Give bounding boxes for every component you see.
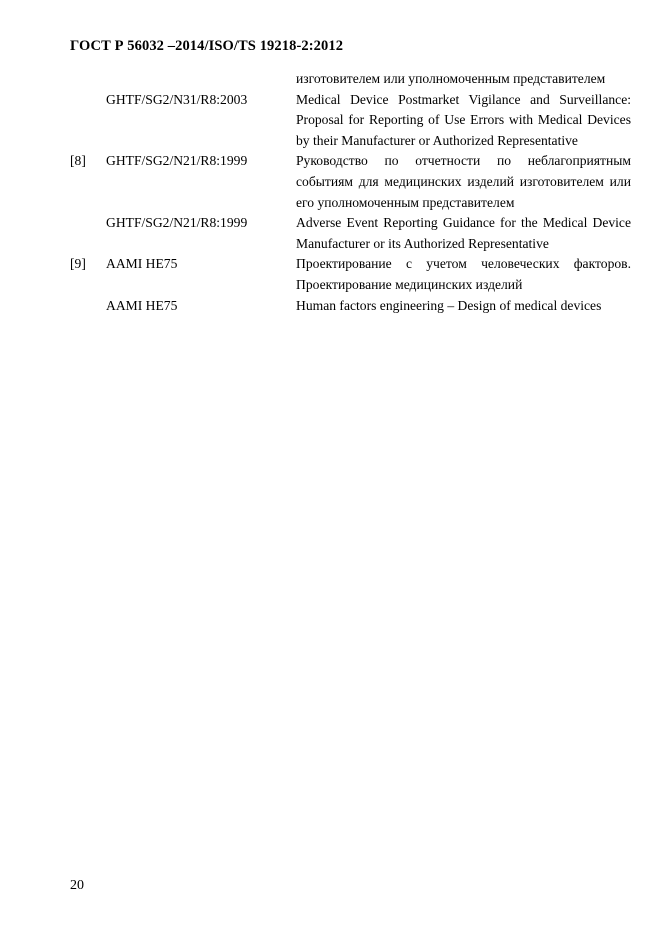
entry-number [70,296,106,317]
bibliography-entry [70,213,631,254]
bibliography-entry [70,69,631,90]
entry-number [70,213,106,254]
bibliography-entry [70,151,631,213]
entry-title: Руководство по отчетности по неблагоприятным событиям для медицинских изделий изготовителем или его уполномоченным представителем [296,153,631,210]
entry-code: GHTF/SG2/N21/R8:1999 [106,153,248,169]
entry-number [70,69,106,90]
entry-code: AAMI HE75 [106,256,178,272]
entry-code: GHTF/SG2/N21/R8:1999 [106,215,248,231]
bibliography-list [70,69,631,316]
entry-number [70,90,106,152]
entry-title: Medical Device Postmarket Vigilance and Surveillance: Proposal for Reporting of Use Errors with Medical Devices by their Manufacturer or Authorized Representative [296,91,631,148]
entry-title: Human factors engineering – Design of medical devices [296,297,602,313]
entry-title: Проектирование с учетом человеческих факторов. Проектирование медицинских изделий [296,256,631,292]
entry-title: изготовителем или уполномоченным представителем [296,71,606,86]
entry-code: AAMI HE75 [106,297,178,313]
bibliography-entry [70,254,631,295]
entry-code: GHTF/SG2/N31/R8:2003 [106,91,248,107]
entry-number: [9] [70,256,86,272]
entry-title: Adverse Event Reporting Guidance for the Medical Device Manufacturer or its Authorized Representative [296,215,631,251]
bibliography-entry [70,296,631,317]
bibliography-entry [70,90,631,152]
document-header: ГОСТ Р 56032 –2014/ISO/TS 19218-2:2012 [70,38,344,54]
entry-number: [8] [70,153,86,169]
page-number: 20 [70,878,84,893]
entry-code [106,69,296,90]
